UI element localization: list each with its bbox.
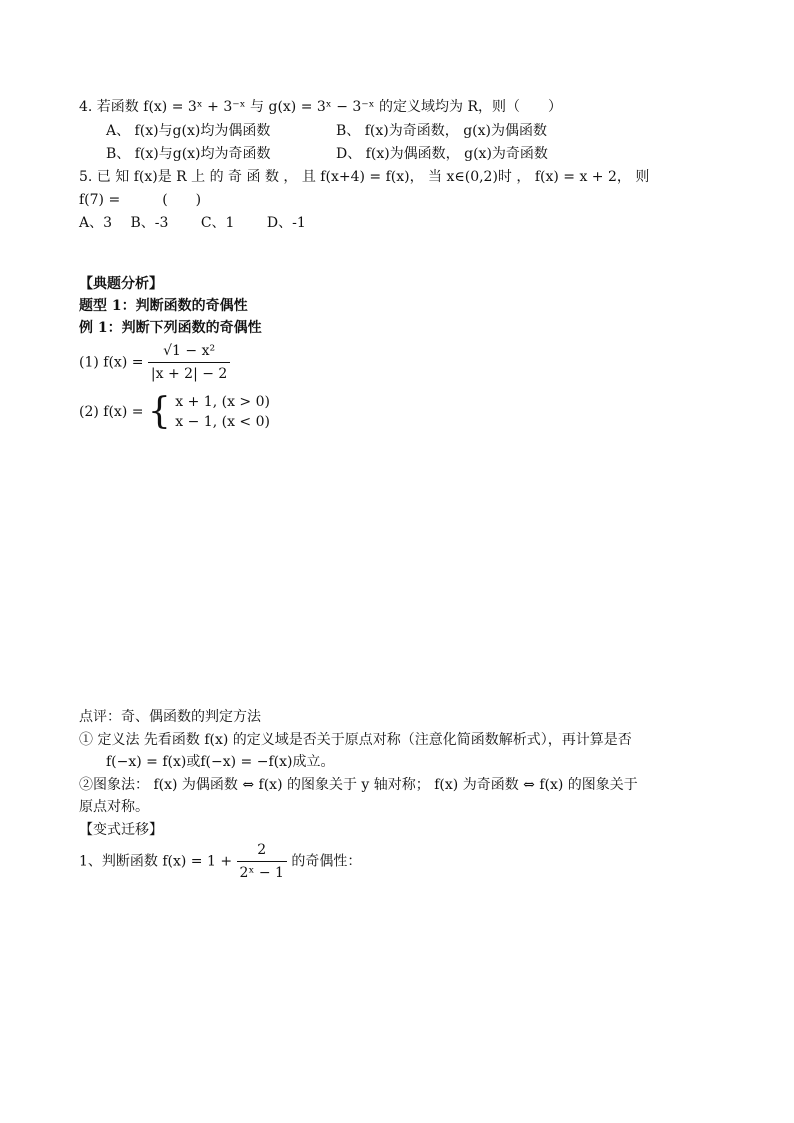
q4-option-d: D、 f(x)为偶函数， g(x)为奇函数: [336, 146, 548, 162]
formula-2-case-2: x − 1, (x < 0): [175, 414, 270, 430]
variant-question-1: [79, 840, 361, 883]
comment-item-1: ① 定义法 先看函数 f(x) 的定义域是否关于原点对称（注意化简函数解析式），再计算是否: [79, 732, 632, 748]
formula-2-cases: [175, 392, 270, 432]
variant-header: 【变式迁移】: [79, 822, 163, 838]
variant-q1-prefix: 1、判断函数 f(x) = 1 +: [79, 853, 233, 870]
variant-q1-fraction: [237, 840, 287, 883]
q4-option-c: B、 f(x)与g(x)均为奇函数: [106, 146, 271, 162]
variant-q1-numerator: 2: [237, 840, 287, 862]
type1-heading: 题型 1：判断函数的奇偶性: [79, 298, 248, 314]
q4-option-b: B、 f(x)为奇函数， g(x)为偶函数: [336, 123, 547, 139]
formula-1-denominator: |x + 2| − 2: [150, 366, 228, 382]
formula-2-case-1: x + 1, (x > 0): [175, 394, 270, 410]
formula-1-numerator: √1 − x²: [148, 341, 230, 363]
example1-heading: 例 1：判断下列函数的奇偶性: [79, 320, 262, 336]
variant-q1-suffix: 的奇偶性：: [291, 853, 362, 870]
formula-1-fraction: [148, 341, 230, 384]
formula-2: [79, 392, 270, 432]
formula-1-prefix: (1) f(x) =: [79, 354, 144, 371]
formula-2-prefix: (2) f(x) =: [79, 404, 144, 420]
q5-stem: 5. 已 知 f(x)是 R 上 的 奇 函 数 ， 且 f(x+4) = f(x)， 当 x∈(0,2)时 ， f(x) = x + 2， 则: [79, 169, 650, 185]
formula-1: [79, 341, 230, 384]
comment-title: 点评：奇、偶函数的判定方法: [79, 709, 261, 725]
left-brace-icon: {: [147, 391, 171, 432]
q5-options: A、3 B、-3 C、1 D、-1: [79, 215, 306, 231]
q4-option-a: A、 f(x)与g(x)均为偶函数: [106, 123, 271, 139]
comment-item-2: ②图象法： f(x) 为偶函数 ⇔ f(x) 的图象关于 y 轴对称； f(x) 为奇函数 ⇔ f(x) 的图象关于: [79, 777, 638, 793]
comment-item-2-continued: 原点对称。: [79, 799, 149, 815]
comment-item-1-continued: f(−x) = f(x)或f(−x) = −f(x)成立。: [106, 754, 335, 770]
q4-stem: 4. 若函数 f(x) = 3ˣ + 3⁻ˣ 与 g(x) = 3ˣ − 3⁻ˣ 的定义域均为 R，则（ ）: [79, 99, 563, 115]
q5-stem-continued: f(7) = ( ): [79, 192, 202, 208]
analysis-header: 【典题分析】: [79, 276, 163, 292]
variant-q1-denominator: 2ˣ − 1: [239, 865, 284, 881]
